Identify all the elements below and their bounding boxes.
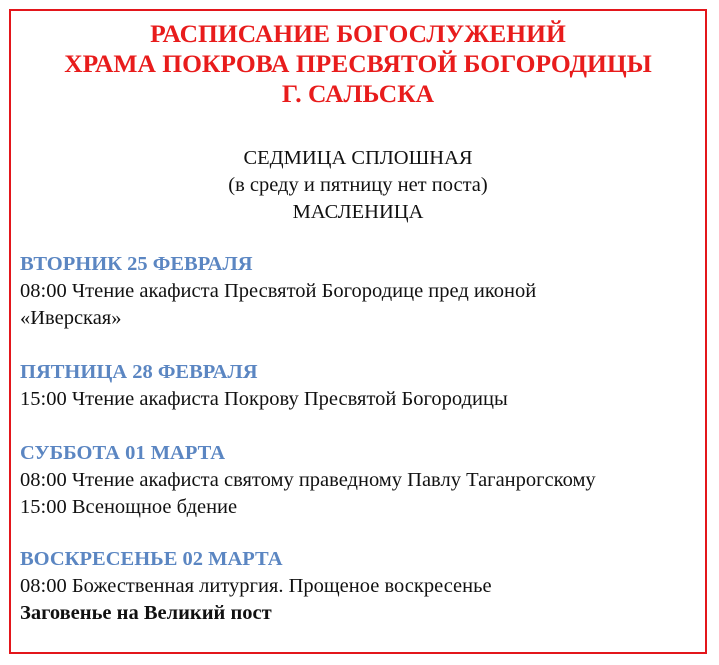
schedule-title — [11, 19, 705, 109]
day-block-sunday — [20, 546, 700, 627]
title-line-2: ХРАМА ПОКРОВА ПРЕСВЯТОЙ БОГОРОДИЦЫ — [64, 49, 652, 78]
day-block-tuesday — [20, 251, 700, 332]
service-line: 15:00 Всенощное бдение — [20, 496, 238, 518]
title-line-1: РАСПИСАНИЕ БОГОСЛУЖЕНИЙ — [150, 19, 566, 48]
fast-beginning-note: Заговенье на Великий пост — [20, 602, 272, 624]
schedule-frame — [9, 9, 707, 654]
week-title: МАСЛЕНИЦА — [292, 201, 424, 223]
day-heading: СУББОТА 01 МАРТА — [20, 442, 226, 464]
service-line: 08:00 Чтение акафиста святому праведному Павлу Таганрогскому — [20, 469, 596, 491]
day-heading: ВОСКРЕСЕНЬЕ 02 МАРТА — [20, 548, 283, 570]
service-line: 15:00 Чтение акафиста Покрову Пресвятой Богородицы — [20, 388, 508, 410]
day-heading: ВТОРНИК 25 ФЕВРАЛЯ — [20, 253, 253, 275]
service-line: 08:00 Чтение акафиста Пресвятой Богородице пред иконой — [20, 280, 537, 302]
week-name: СЕДМИЦА СПЛОШНАЯ — [243, 147, 473, 169]
day-block-friday — [20, 359, 700, 413]
day-block-saturday — [20, 440, 700, 521]
service-line: «Иверская» — [20, 307, 122, 329]
service-line: 08:00 Божественная литургия. Прощеное воскресенье — [20, 575, 492, 597]
title-line-3: Г. САЛЬСКА — [281, 79, 435, 108]
day-heading: ПЯТНИЦА 28 ФЕВРАЛЯ — [20, 361, 258, 383]
fasting-note: (в среду и пятницу нет поста) — [228, 174, 488, 196]
